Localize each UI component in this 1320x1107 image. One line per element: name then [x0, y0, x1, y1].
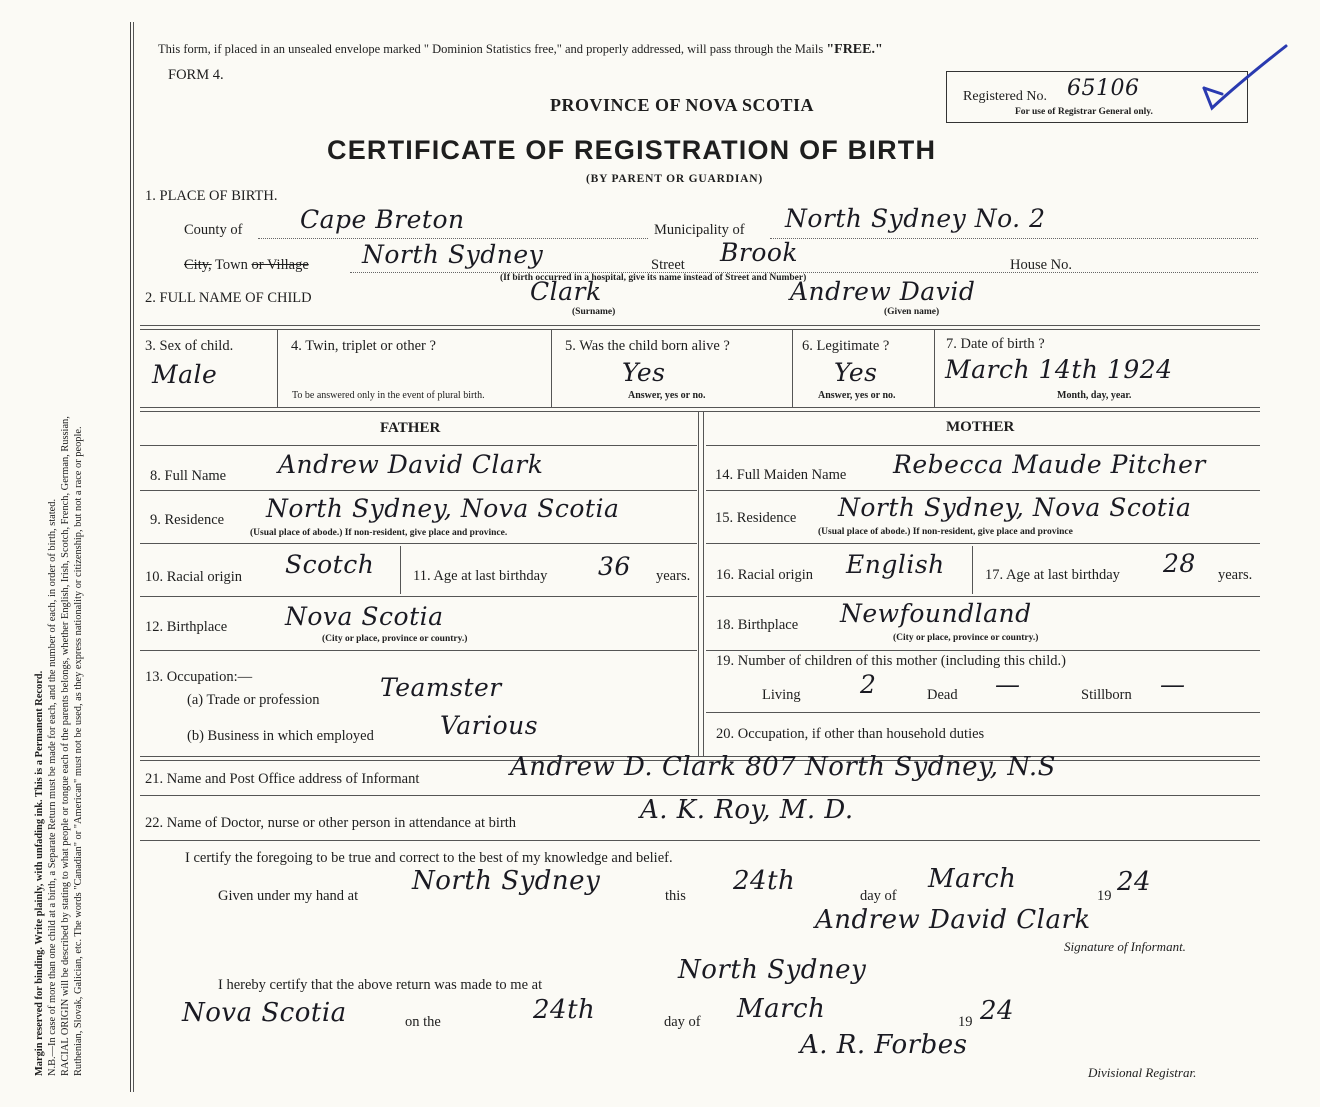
street-label: Street: [651, 257, 685, 273]
father-business-label: (b) Business in which employed: [187, 728, 374, 744]
house-number-label: House No.: [1010, 257, 1073, 273]
divider-v4: [934, 329, 935, 407]
father-age-label: 11. Age at last birthday: [413, 568, 548, 584]
mother-birthplace-note: (City or place, province or country.): [893, 633, 1039, 643]
divider-v3: [792, 329, 793, 407]
mother-living-label: Living: [762, 687, 801, 703]
mother-birthplace-value: Newfoundland: [840, 599, 1032, 628]
street-value: Brook: [720, 238, 799, 267]
registrar-province-value: Nova Scotia: [182, 998, 347, 1028]
margin-note-racial-origin-cont: Ruthenian, Slovak, Galician, etc. The words "Canadian" or "American" must not be used, as they express nationality or citizenship, but not a race or people.: [73, 426, 84, 1076]
sex-label: 3. Sex of child.: [145, 338, 234, 354]
certification-statement: I certify the foregoing to be true and correct to the best of my knowledge and belief.: [185, 850, 673, 866]
municipality-label: Municipality of: [654, 222, 745, 238]
mother-racial-label: 16. Racial origin: [716, 567, 814, 583]
mother-age-divider: [972, 546, 973, 594]
father-row-line-1: [140, 445, 697, 446]
mother-stillborn-label: Stillborn: [1081, 687, 1132, 703]
on-the-label: on the: [405, 1014, 441, 1030]
given-name-caption: (Given name): [884, 307, 940, 317]
doctor-label: 22. Name of Doctor, nurse or other person in attendance at birth: [145, 815, 517, 831]
father-row-line-5: [140, 650, 697, 651]
legitimate-label: 6. Legitimate ?: [802, 338, 890, 354]
mother-years-label: years.: [1218, 567, 1253, 583]
registrar-year-value: 24: [980, 996, 1015, 1026]
county-label: County of: [184, 222, 243, 238]
divider-child-bottom: [140, 407, 1260, 408]
municipality-value: North Sydney No. 2: [785, 204, 1046, 233]
father-age-value: 36: [598, 552, 631, 581]
mother-residence-label: 15. Residence: [715, 510, 797, 526]
registrar-year-prefix: 19: [958, 1014, 973, 1030]
father-trade-label: (a) Trade or profession: [187, 692, 320, 708]
informant-signature-caption: Signature of Informant.: [1064, 939, 1186, 954]
mother-name-value: Rebecca Maude Pitcher: [893, 450, 1206, 479]
born-alive-note: Answer, yes or no.: [628, 390, 706, 401]
father-racial-value: Scotch: [285, 550, 375, 579]
given-place-value: North Sydney: [412, 866, 601, 896]
town-value: North Sydney: [362, 240, 544, 269]
father-residence-value: North Sydney, Nova Scotia: [266, 494, 620, 523]
informant-label: 21. Name and Post Office address of Informant: [145, 771, 420, 787]
mother-stillborn-value: —: [1160, 670, 1186, 699]
born-alive-value: Yes: [622, 358, 666, 387]
father-business-value: Various: [440, 711, 539, 740]
father-row-line-4: [140, 596, 697, 597]
father-row-line-2: [140, 490, 697, 491]
twin-label: 4. Twin, triplet or other ?: [291, 338, 436, 354]
mother-birthplace-label: 18. Birthplace: [716, 617, 799, 633]
mother-dead-label: Dead: [927, 687, 958, 703]
mother-row-line-4: [706, 596, 1260, 597]
father-age-divider: [400, 546, 401, 594]
registrar-statement: I hereby certify that the above return was made to me at: [218, 977, 543, 993]
father-trade-value: Teamster: [380, 673, 502, 702]
registrar-place-value: North Sydney: [678, 955, 867, 985]
given-day-value: 24th: [733, 866, 796, 896]
parents-divider-a: [698, 411, 699, 756]
informant-value: Andrew D. Clark 807 North Sydney, N.S: [510, 752, 1056, 782]
parents-divider-b: [703, 411, 704, 756]
registrar-note: For use of Registrar General only.: [1015, 107, 1153, 117]
day-of-label: day of: [860, 888, 897, 904]
mother-residence-note: (Usual place of abode.) If non-resident, give place and province: [818, 527, 1073, 537]
mother-row-line-3: [706, 543, 1260, 544]
left-border: [130, 22, 131, 1092]
father-birthplace-note: (City or place, province or country.): [322, 634, 468, 644]
mother-age-label: 17. Age at last birthday: [985, 567, 1120, 583]
divider-child-top: [140, 325, 1260, 326]
child-name-label: 2. FULL NAME OF CHILD: [145, 290, 312, 306]
registrar-day-of-label: day of: [664, 1014, 701, 1030]
father-years-label: years.: [656, 568, 691, 584]
registrar-month-value: March: [737, 994, 826, 1024]
father-name-value: Andrew David Clark: [278, 450, 544, 479]
margin-note-plural-birth: N.B.—In case of more than one child at a birth, a Separate Return must be made for each, and the number of each, in order of birth, stated.: [47, 498, 58, 1076]
twin-note: To be answered only in the event of plural birth.: [292, 390, 485, 401]
year-prefix: 19: [1097, 888, 1112, 904]
check-mark-icon: [1200, 42, 1290, 114]
county-value: Cape Breton: [300, 205, 465, 234]
doctor-line: [140, 840, 1260, 841]
child-given-name-value: Andrew David: [790, 277, 976, 306]
mother-occupation-label: 20. Occupation, if other than household duties: [716, 726, 985, 742]
father-racial-label: 10. Racial origin: [145, 569, 243, 585]
sex-value: Male: [152, 360, 218, 389]
given-year-value: 24: [1117, 867, 1152, 897]
surname-caption: (Surname): [572, 307, 616, 317]
doctor-value: A. K. Roy, M. D.: [640, 795, 854, 825]
father-row-line-3: [140, 543, 697, 544]
mother-heading: MOTHER: [946, 419, 1015, 435]
margin-notes: [34, 36, 86, 1076]
mother-row-line-6: [706, 712, 1260, 713]
place-of-birth-heading: 1. PLACE OF BIRTH.: [145, 188, 278, 204]
registrar-signature: A. R. Forbes: [800, 1030, 968, 1060]
dob-value: March 14th 1924: [945, 355, 1173, 384]
city-town-village-label: City, Town or Village: [184, 257, 309, 273]
margin-note-binding: Margin reserved for binding. Write plainly, with unfading ink. This is a Permanent Record.: [34, 670, 45, 1076]
this-label: this: [665, 888, 686, 904]
mother-row-line-2: [706, 490, 1260, 491]
given-under-label: Given under my hand at: [218, 888, 359, 904]
father-residence-label: 9. Residence: [150, 512, 225, 528]
divider-v2: [551, 329, 552, 407]
father-occupation-label: 13. Occupation:—: [145, 669, 253, 685]
margin-note-racial-origin: RACIAL ORIGIN will be described by stating to what people or tongue each of the parents belongs, whether English, Irish, Scotch, French, German, Russian,: [60, 416, 71, 1076]
father-name-label: 8. Full Name: [150, 468, 227, 484]
father-residence-note: (Usual place of abode.) If non-resident, give place and province.: [250, 528, 508, 538]
father-heading: FATHER: [380, 420, 441, 436]
county-line: [258, 238, 648, 239]
divider-child-bottom-2: [140, 411, 1260, 412]
father-birthplace-value: Nova Scotia: [285, 602, 444, 631]
mother-name-label: 14. Full Maiden Name: [715, 467, 847, 483]
mother-row-line-5: [706, 650, 1260, 651]
mother-children-label: 19. Number of children of this mother (including this child.): [716, 653, 1066, 669]
mother-residence-value: North Sydney, Nova Scotia: [838, 493, 1192, 522]
dob-note: Month, day, year.: [1057, 390, 1132, 401]
hospital-note: (If birth occurred in a hospital, give its name instead of Street and Number): [500, 273, 807, 283]
mother-racial-value: English: [846, 550, 945, 579]
municipality-line: [770, 238, 1258, 239]
page-subtitle: (BY PARENT OR GUARDIAN): [586, 173, 763, 185]
child-surname-value: Clark: [530, 277, 602, 306]
mother-dead-value: —: [995, 670, 1021, 699]
given-month-value: March: [928, 864, 1017, 894]
father-birthplace-label: 12. Birthplace: [145, 619, 228, 635]
divider-v1: [277, 329, 278, 407]
registrar-signature-caption: Divisional Registrar.: [1088, 1065, 1197, 1080]
legitimate-value: Yes: [834, 358, 878, 387]
divider-child-top-2: [140, 329, 1260, 330]
mother-age-value: 28: [1163, 549, 1196, 578]
born-alive-label: 5. Was the child born alive ?: [565, 338, 730, 354]
page-title: CERTIFICATE OF REGISTRATION OF BIRTH: [327, 135, 937, 165]
registered-label: Registered No.: [963, 89, 1047, 104]
registrar-day-value: 24th: [533, 995, 596, 1025]
legitimate-note: Answer, yes or no.: [818, 390, 896, 401]
province-heading: PROVINCE OF NOVA SCOTIA: [550, 95, 815, 115]
registered-number: 65106: [1067, 76, 1140, 101]
left-border-inner: [133, 22, 134, 1092]
dob-label: 7. Date of birth ?: [946, 336, 1045, 352]
informant-signature: Andrew David Clark: [815, 905, 1091, 935]
form-number: FORM 4.: [168, 67, 224, 83]
mail-notice: This form, if placed in an unsealed envelope marked " Dominion Statistics free," and properly addressed, will pass through the Mails "FREE.": [158, 42, 883, 57]
mother-living-value: 2: [860, 670, 877, 699]
mother-row-line-1: [706, 445, 1260, 446]
